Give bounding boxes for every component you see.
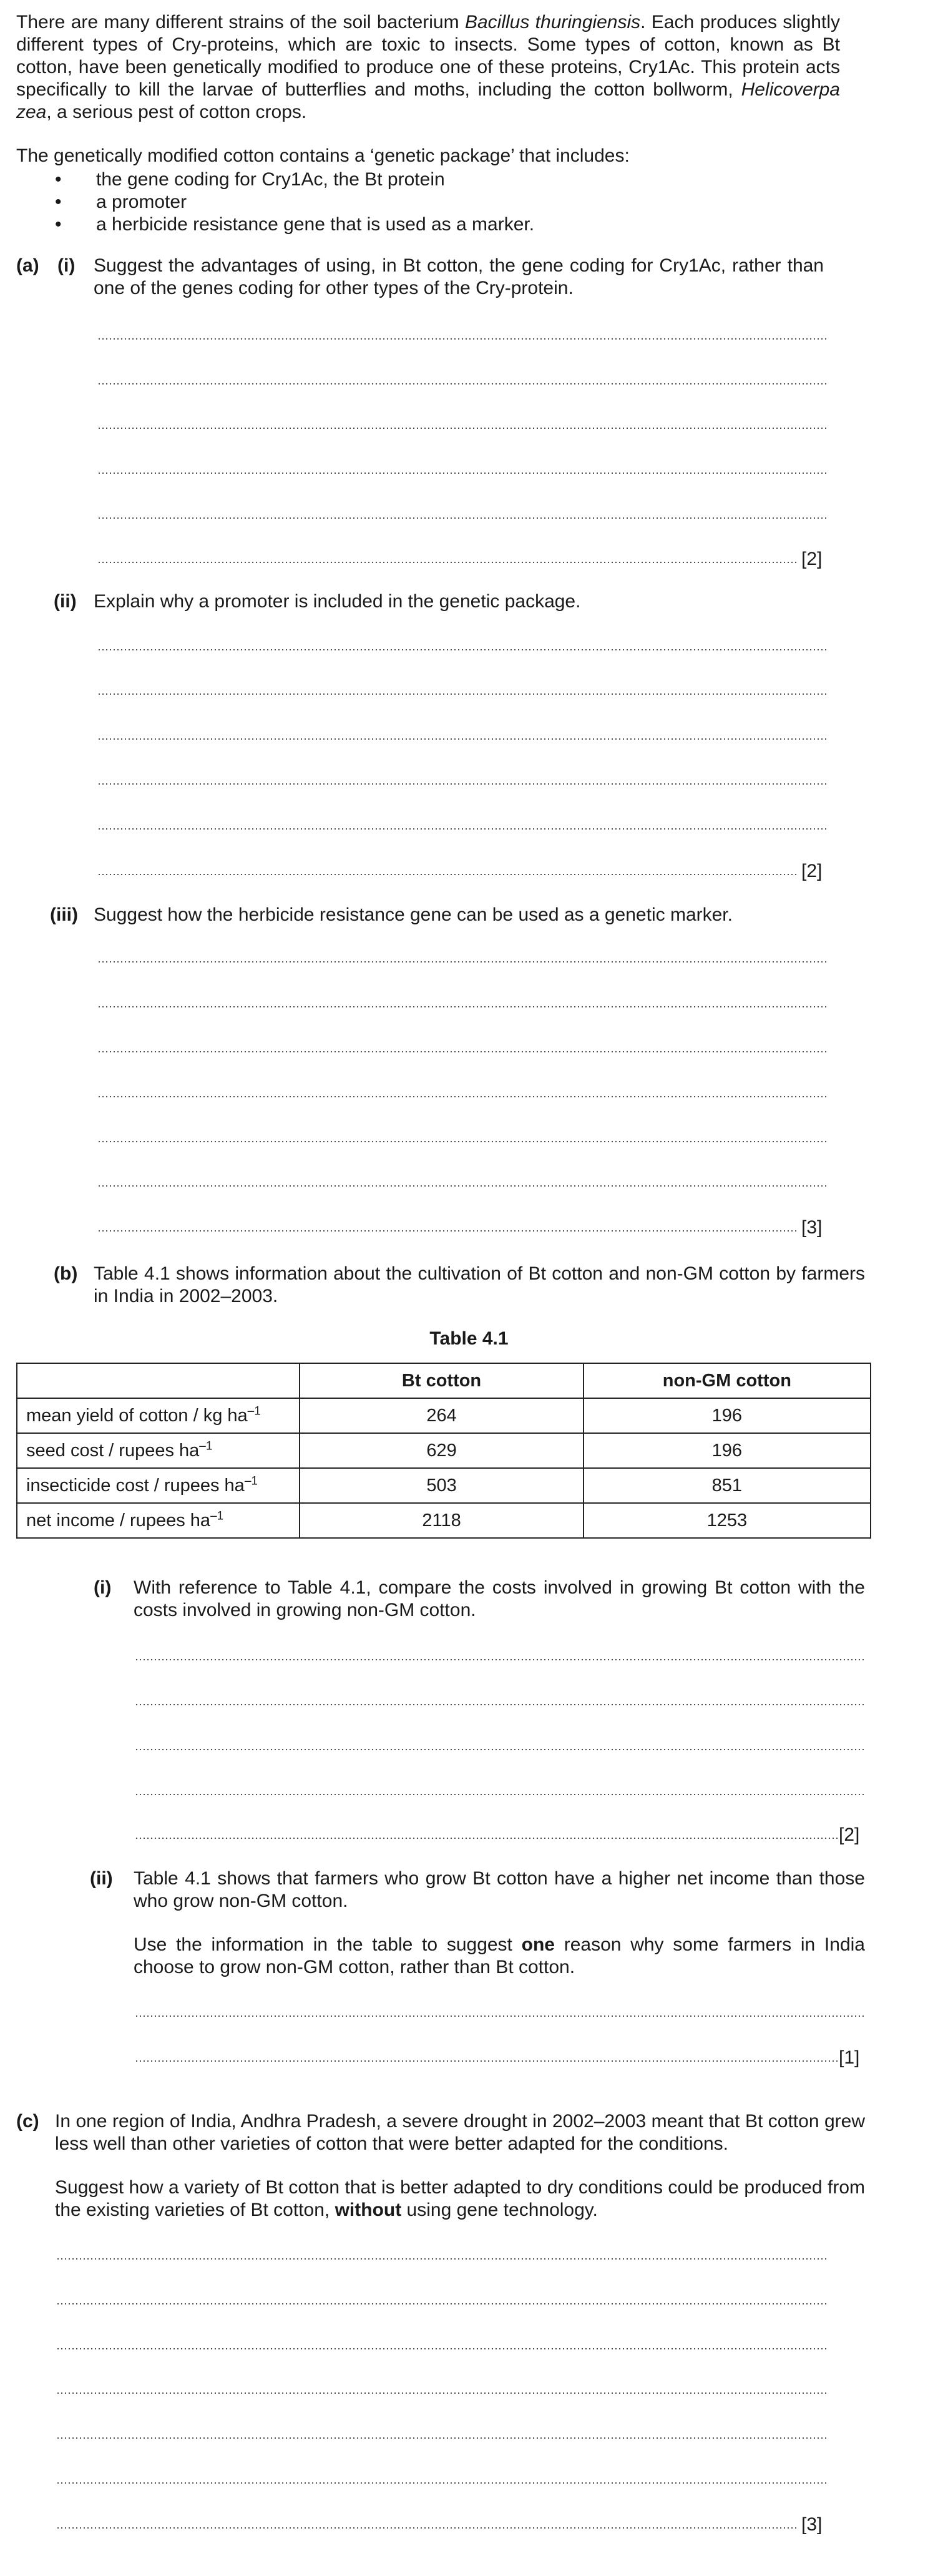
list-item: • the gene coding for Cry1Ac, the Bt protein [55,169,445,190]
table-row [17,1468,871,1503]
table-row [17,1503,871,1538]
mark-allocation: [2] [801,549,823,569]
table-header-cell [17,1363,300,1398]
mark-allocation: [2] [839,1824,860,1845]
answer-line[interactable] [56,2437,826,2439]
question-b-i-label: (i) [94,1577,112,1598]
question-a-iii-label: (iii) [50,904,78,925]
bt-value: 264 [300,1398,583,1433]
nongm-value: 1253 [584,1503,871,1538]
nongm-value: 851 [584,1468,871,1503]
nongm-value: 196 [584,1433,871,1468]
answer-line[interactable] [97,383,826,384]
answer-line[interactable] [135,1838,838,1839]
answer-line[interactable] [56,2258,826,2260]
answer-line[interactable] [56,2348,826,2349]
bt-value: 2118 [300,1503,583,1538]
question-a-i-text: Suggest the advantages of using, in Bt cotton, the gene coding for Cry1Ac, rather than one of the genes coding for other types of the Cry-protein. [94,255,824,298]
question-b-ii-label: (ii) [90,1868,113,1889]
row-label: insecticide cost / rupees $ha^{-1}$ [17,1468,300,1503]
table-row [17,1398,871,1433]
answer-line[interactable] [56,2303,826,2304]
answer-line[interactable] [97,693,826,695]
list-item: • a promoter [55,192,187,212]
answer-line[interactable] [97,1096,826,1097]
table-header-row [17,1363,871,1398]
mark-allocation: [2] [801,861,823,881]
nongm-value: 196 [584,1398,871,1433]
answer-line[interactable] [135,1794,865,1795]
answer-line[interactable] [56,2527,799,2529]
question-c-label: (c) [16,2111,39,2132]
question-a-iii-text: Suggest how the herbicide resistance gene can be used as a genetic marker. [94,904,733,925]
question-b-i-text: With reference to Table 4.1, compare the costs involved in growing Bt cotton with the costs involved in growing non-GM cotton. [134,1577,865,1620]
answer-line[interactable] [135,1659,865,1660]
answer-line[interactable] [97,1006,826,1007]
package-lead: The genetically modified cotton contains a ‘genetic package’ that includes: [16,145,630,166]
answer-line[interactable] [97,961,826,962]
intro-paragraph: There are many different strains of the soil bacterium Bacillus thuringiensis. Each produces slightly different types of Cry-proteins, which are toxic to insects. Some types of cotton, known as Bt cotton, have been genetically modified to produce one of these proteins, Cry1Ac. This protein acts specifically to kill the larvae of butterflies and moths, including the cotton bollworm, Helicoverpa zea, a serious pest of cotton crops. [16,12,840,122]
answer-line[interactable] [97,1185,826,1187]
table-row [17,1433,871,1468]
package-list [16,169,840,236]
question-a-i-label: (i) [57,255,76,276]
answer-line[interactable] [97,738,826,740]
answer-line[interactable] [97,649,826,650]
question-b-label: (b) [54,1263,78,1284]
question-c-text-1: In one region of India, Andhra Pradesh, a severe drought in 2002–2003 meant that Bt cotton grew less well than other varieties of cotton that were better adapted for the conditions. [55,2111,865,2154]
mark-allocation: [3] [801,2514,823,2535]
question-b-ii-text-1: Table 4.1 shows that farmers who grow Bt cotton have a higher net income than those who grow non-GM cotton. [134,1868,865,1911]
answer-line[interactable] [135,2015,865,2017]
table-header-cell: Bt cotton [300,1363,583,1398]
answer-line[interactable] [97,1051,826,1052]
row-label: net income / rupees $ha^{-1}$ [17,1503,300,1538]
answer-line[interactable] [97,338,826,340]
mark-allocation: [1] [839,2047,860,2068]
answer-line[interactable] [56,2392,826,2394]
cotton-table [16,1363,871,1539]
row-label: seed cost / rupees $ha^{-1}$ [17,1433,300,1468]
answer-line[interactable] [97,428,826,429]
answer-line[interactable] [97,562,799,563]
question-a-ii-text: Explain why a promoter is included in the genetic package. [94,591,581,612]
row-label: mean yield of cotton / kg $ha^{-1}$ [17,1398,300,1433]
question-b-text: Table 4.1 shows information about the cultivation of Bt cotton and non-GM cotton by farmers in India in 2002–2003. [94,1263,865,1306]
answer-line[interactable] [97,828,826,830]
answer-line[interactable] [97,1141,826,1142]
answer-line[interactable] [135,1704,865,1705]
answer-line[interactable] [135,2060,838,2062]
answer-line[interactable] [97,517,826,519]
answer-line[interactable] [97,1230,799,1232]
answer-line[interactable] [97,874,799,875]
question-c-text-2: Suggest how a variety of Bt cotton that is better adapted to dry conditions could be produced from the existing varieties of Bt cotton, without using gene technology. [55,2177,865,2220]
answer-line[interactable] [135,1749,865,1750]
answer-line[interactable] [97,783,826,785]
bt-value: 629 [300,1433,583,1468]
answer-line[interactable] [56,2482,826,2484]
table-title: Table 4.1 [429,1328,509,1349]
table-header-cell: non-GM cotton [584,1363,871,1398]
list-item: • a herbicide resistance gene that is used as a marker. [55,214,535,235]
question-a-ii-label: (ii) [54,591,77,612]
bt-value: 503 [300,1468,583,1503]
mark-allocation: [3] [801,1217,823,1238]
answer-line[interactable] [97,473,826,474]
question-a-label: (a) [16,255,39,276]
question-b-ii-text-2: Use the information in the table to suggest one reason why some farmers in India choose to grow non-GM cotton, rather than Bt cotton. [134,1934,865,1977]
